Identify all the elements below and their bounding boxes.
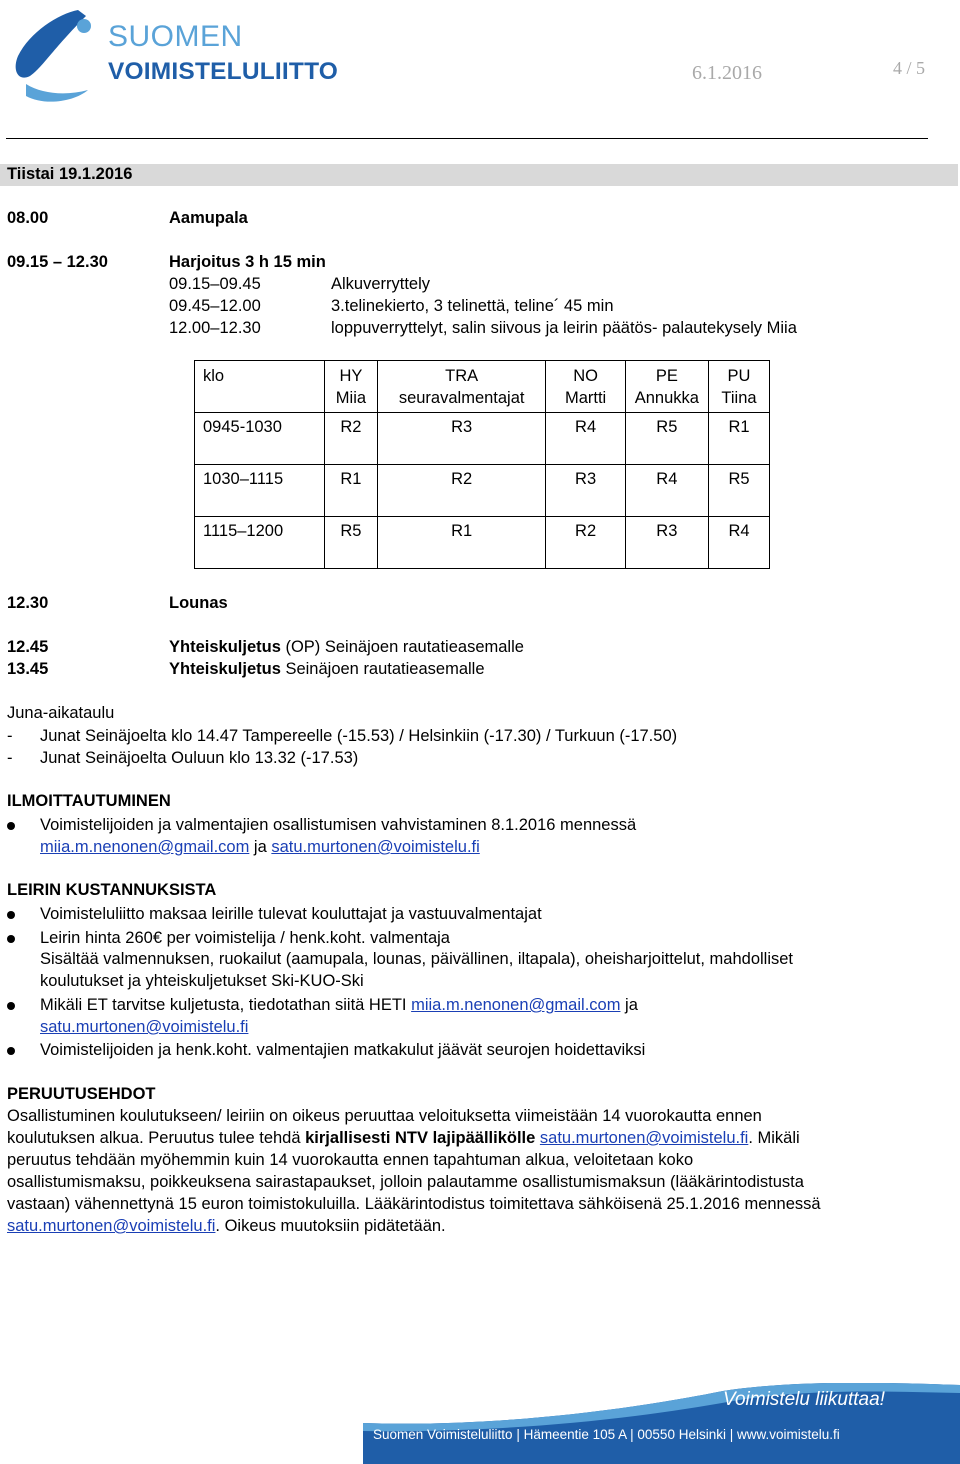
- lunch-label: Lounas: [169, 594, 228, 612]
- header-cell: TRA seuravalmentajat: [377, 361, 546, 413]
- cancellation-title: PERUUTUSEHDOT: [7, 1085, 156, 1103]
- header-cell: PE Annukka: [625, 361, 708, 413]
- email-link-satu[interactable]: satu.murtonen@voimistelu.fi: [7, 1217, 216, 1235]
- table-cell: R3: [625, 517, 708, 569]
- costs-item-2-line3: koulutukset ja yhteiskuljetukset Ski-KUO-Ski: [40, 972, 364, 990]
- table-cell: R1: [709, 413, 770, 465]
- page-header: [0, 0, 960, 130]
- bullet-icon: [7, 822, 15, 830]
- sub-time-1: 09.15–09.45: [169, 275, 261, 293]
- registration-title: ILMOITTAUTUMINEN: [7, 792, 171, 810]
- training-label: Harjoitus 3 h 15 min: [169, 253, 326, 271]
- costs-item-1: Voimisteluliitto maksaa leirille tulevat kouluttajat ja vastuuvalmentajat: [40, 905, 542, 923]
- email-link-satu[interactable]: satu.murtonen@voimistelu.fi: [539, 1129, 749, 1147]
- cancellation-line5: vastaan) vähennettynä 15 euron toimistokuluilla. Lääkärintodistus toimitettava sähköisenä 25.1.2016 mennessä: [7, 1195, 821, 1213]
- email-link-satu[interactable]: satu.murtonen@voimistelu.fi: [271, 838, 480, 856]
- logo-text-line1: SUOMEN: [108, 20, 243, 53]
- train-item-1: Junat Seinäjoelta klo 14.47 Tampereelle (-15.53) / Helsinkiin (-17.30) / Turkuun (-17.50): [40, 727, 678, 745]
- table-cell: R2: [546, 517, 625, 569]
- table-row: [195, 517, 770, 569]
- sub-text-1: Alkuverryttely: [331, 275, 431, 293]
- table-cell: R5: [625, 413, 708, 465]
- table-cell: 1030–1115: [195, 465, 325, 517]
- breakfast-label: Aamupala: [169, 209, 248, 227]
- transport-time-1: 12.45: [7, 638, 49, 656]
- table-cell: R1: [325, 465, 378, 517]
- header-divider: [6, 138, 928, 139]
- table-cell: R2: [377, 465, 546, 517]
- bullet-icon: [7, 1002, 15, 1010]
- table-cell: R5: [709, 465, 770, 517]
- table-cell: 1115–1200: [195, 517, 325, 569]
- breakfast-time: 08.00: [7, 209, 49, 227]
- costs-item-2-line2: Sisältää valmennuksen, ruokailut (aamupala, lounas, päivällinen, iltapala), oheisharjoittelut, mahdolliset: [40, 950, 794, 968]
- sub-text-3: loppuverryttelyt, salin siivous ja leirin päätös- palautekysely Miia: [331, 319, 797, 337]
- table-cell: R3: [377, 413, 546, 465]
- rotation-table: [194, 360, 770, 569]
- table-header-row: [195, 361, 770, 413]
- sub-time-2: 09.45–12.00: [169, 297, 261, 315]
- table-cell: R4: [625, 465, 708, 517]
- dash-marker: -: [7, 727, 13, 745]
- table-row: [195, 465, 770, 517]
- email-link-satu[interactable]: satu.murtonen@voimistelu.fi: [40, 1018, 249, 1036]
- sub-time-3: 12.00–12.30: [169, 319, 261, 337]
- email-link-miia[interactable]: miia.m.nenonen@gmail.com: [40, 838, 250, 856]
- day-title-bar: [0, 164, 958, 186]
- footer-address: Suomen Voimisteluliitto | Hämeentie 105 A | 00550 Helsinki | www.voimistelu.fi: [373, 1427, 840, 1442]
- table-cell: 0945-1030: [195, 413, 325, 465]
- cancellation-line3: peruutus tehdään myöhemmin kuin 14 vuorokautta ennen tapahtuman alkua, veloitetaan koko: [7, 1151, 694, 1169]
- logo-text-line2: VOIMISTELULIITTO: [108, 58, 339, 85]
- table-cell: R1: [377, 517, 546, 569]
- costs-item-3-line2: [40, 1018, 248, 1037]
- lunch-time: 12.30: [7, 594, 49, 612]
- table-cell: R5: [325, 517, 378, 569]
- page-number: 4 / 5: [893, 58, 926, 78]
- header-cell: HY Miia: [325, 361, 378, 413]
- bullet-icon: [7, 911, 15, 919]
- cancellation-line4: osallistumismaksu, poikkeuksena sairastapaukset, jolloin palautamme osallistumismaksun (lääkärintodistusta: [7, 1173, 804, 1191]
- registration-text: Voimistelijoiden ja valmentajien osallistumisen vahvistaminen 8.1.2016 mennessä: [40, 816, 637, 834]
- dash-marker: -: [7, 749, 13, 767]
- footer-slogan: Voimistelu liikuttaa!: [723, 1389, 885, 1410]
- day-title: Tiistai 19.1.2016: [7, 165, 133, 183]
- bullet-icon: [7, 935, 15, 943]
- header-cell: NO Martti: [546, 361, 625, 413]
- train-title: Juna-aikataulu: [7, 704, 115, 722]
- costs-item-2-line1: Leirin hinta 260€ per voimistelija / henk.koht. valmentaja: [40, 929, 450, 947]
- header-cell: klo: [195, 361, 325, 413]
- email-link-miia[interactable]: miia.m.nenonen@gmail.com: [411, 996, 621, 1014]
- transport-time-2: 13.45: [7, 660, 49, 678]
- costs-item-4: Voimistelijoiden ja henk.koht. valmentajien matkakulut jäävät seurojen hoidettaviksi: [40, 1041, 646, 1059]
- cancellation-line6: satu.murtonen@voimistelu.fi. Oikeus muutoksiin pidätetään.: [7, 1217, 446, 1235]
- gymnast-logo-icon: [8, 4, 108, 108]
- table-cell: R4: [546, 413, 625, 465]
- train-item-2: Junat Seinäjoelta Ouluun klo 13.32 (-17.53): [40, 749, 359, 767]
- costs-title: LEIRIN KUSTANNUKSISTA: [7, 881, 217, 899]
- table-cell: R4: [709, 517, 770, 569]
- bullet-icon: [7, 1047, 15, 1055]
- sub-text-2: 3.telinekierto, 3 telinettä, teline´ 45 min: [331, 297, 614, 315]
- header-cell: PU Tiina: [709, 361, 770, 413]
- cancellation-line2: koulutuksen alkua. Peruutus tulee tehdä kirjallisesti NTV lajipäällikölle satu.murtonen@voimistelu.fi. Mikäli: [7, 1129, 800, 1147]
- training-time: 09.15 – 12.30: [7, 253, 108, 271]
- page-footer: [363, 1383, 960, 1464]
- costs-item-3: Mikäli ET tarvitse kuljetusta, tiedotathan siitä HETI miia.m.nenonen@gmail.com ja: [40, 996, 638, 1014]
- transport-text-2: Yhteiskuljetus Seinäjoen rautatieasemalle: [169, 660, 485, 678]
- table-cell: R3: [546, 465, 625, 517]
- registration-emails: miia.m.nenonen@gmail.com ja satu.murtonen@voimistelu.fi: [40, 838, 480, 856]
- cancellation-line1: Osallistuminen koulutukseen/ leiriin on oikeus peruuttaa veloituksetta viimeistään 14 vuorokautta ennen: [7, 1107, 762, 1125]
- table-cell: R2: [325, 413, 378, 465]
- header-date: 6.1.2016: [692, 62, 762, 84]
- transport-text-1: Yhteiskuljetus (OP) Seinäjoen rautatieasemalle: [169, 638, 524, 656]
- table-row: [195, 413, 770, 465]
